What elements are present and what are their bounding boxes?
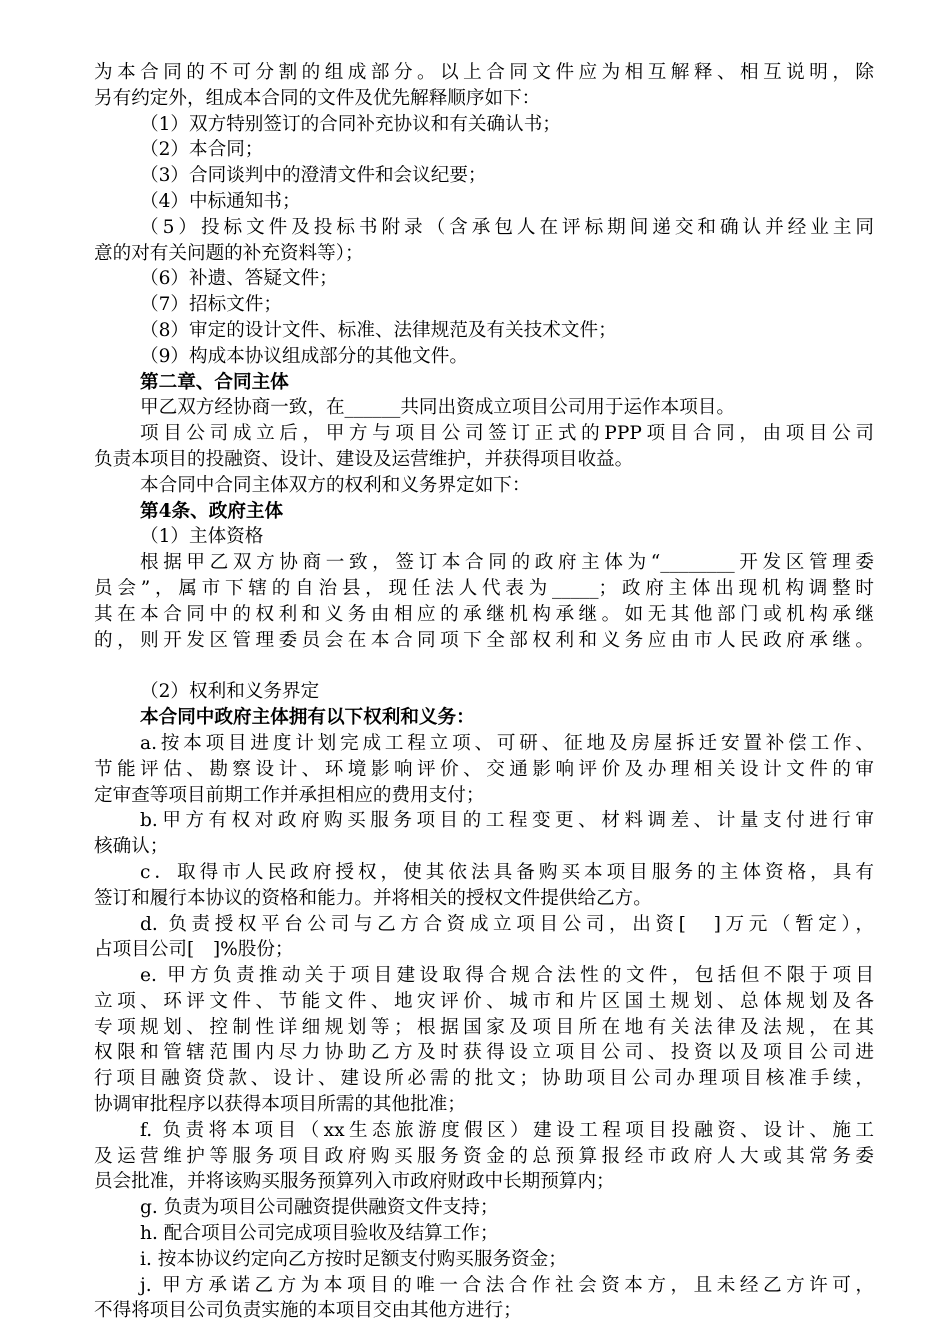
- section-heading: 第4条、政府主体: [140, 500, 284, 522]
- paragraph-line: （1）双方特别签订的合同补充协议和有关确认书；: [140, 113, 561, 135]
- paragraph-line: （4）中标通知书；: [140, 190, 301, 212]
- paragraph-line: c．取得市人民政府授权，使其依法具备购买本项目服务的主体资格，具有: [140, 861, 874, 883]
- paragraph-line: 核确认；: [94, 836, 169, 858]
- paragraph-line: d. 负责授权平台公司与乙方合资成立项目公司，出资[ ]万元（暂定），: [140, 913, 874, 935]
- paragraph-line: （8）审定的设计文件、标准、法律规范及有关技术文件；: [140, 319, 617, 341]
- paragraph-line: （5）投标文件及投标书附录（含承包人在评标期间递交和确认并经业主同: [140, 216, 874, 238]
- paragraph-line: i. 按本协议约定向乙方按时足额支付购买服务资金；: [140, 1248, 567, 1270]
- paragraph-line: h. 配合项目公司完成项目验收及结算工作；: [140, 1223, 499, 1245]
- paragraph-line: 项目公司成立后，甲方与项目公司签订正式的PPP项目合同，由项目公司: [140, 423, 874, 445]
- paragraph-line: 行项目融资贷款、设计、建设所必需的批文；协助项目公司办理项目核准手续，: [94, 1068, 874, 1090]
- paragraph-line: 负责本项目的投融资、设计、建设及运营维护，并获得项目收益。: [94, 448, 634, 470]
- paragraph-line: 甲乙双方经协商一致，在______共同出资成立项目公司用于运作本项目。: [140, 397, 736, 419]
- paragraph-line: e. 甲方负责推动关于项目建设取得合规合法性的文件，包括但不限于项目: [140, 965, 874, 987]
- paragraph-line: j. 甲方承诺乙方为本项目的唯一合法合作社会资本方，且未经乙方许可，: [140, 1274, 874, 1296]
- paragraph-line: 定审查等项目前期工作并承担相应的费用支付；: [94, 784, 485, 806]
- paragraph-line: g. 负责为项目公司融资提供融资文件支持；: [140, 1197, 499, 1219]
- paragraph-line: 的，则开发区管理委员会在本合同项下全部权利和义务应由市人民政府承继。: [94, 629, 874, 651]
- paragraph-line: （1）主体资格: [140, 526, 264, 548]
- paragraph-line: 另有约定外，组成本合同的文件及优先解释顺序如下：: [94, 87, 541, 109]
- document-page: [94, 60, 874, 1324]
- paragraph-line: 占项目公司[ ]%股份；: [94, 939, 294, 961]
- paragraph-line: a.按本项目进度计划完成工程立项、可研、征地及房屋拆迁安置补偿工作、: [140, 732, 874, 754]
- section-heading: 第二章、合同主体: [140, 371, 289, 393]
- section-heading: 本合同中政府主体拥有以下权利和义务：: [140, 707, 475, 729]
- paragraph-line: （2）本合同；: [140, 139, 264, 161]
- paragraph-line: 不得将项目公司负责实施的本项目交由其他方进行；: [94, 1300, 522, 1322]
- paragraph-line: 员会”，属市下辖的自治县，现任法人代表为_____；政府主体出现机构调整时: [94, 577, 874, 599]
- paragraph-line: 签订和履行本协议的资格和能力。并将相关的授权文件提供给乙方。: [94, 887, 652, 909]
- paragraph-line: 意的对有关问题的补充资料等）；: [94, 242, 364, 264]
- paragraph-line: b.甲方有权对政府购买服务项目的工程变更、材料调差、计量支付进行审: [140, 810, 874, 832]
- paragraph-line: f. 负责将本项目（xx生态旅游度假区）建设工程项目投融资、设计、施工: [140, 1119, 874, 1141]
- paragraph-line: 其在本合同中的权利和义务由相应的承继机构承继。如无其他部门或机构承继: [94, 603, 874, 625]
- blank-line: [94, 653, 874, 679]
- paragraph-line: 员会批准，并将该购买服务预算列入市政府财政中长期预算内；: [94, 1171, 615, 1193]
- paragraph-line: （9）构成本协议组成部分的其他文件。: [140, 345, 468, 367]
- paragraph-line: 为本合同的不可分割的组成部分。以上合同文件应为相互解释、相互说明，除: [94, 62, 874, 83]
- paragraph-line: 根据甲乙双方协商一致，签订本合同的政府主体为“________开发区管理委: [140, 552, 874, 574]
- paragraph-line: 本合同中合同主体双方的权利和义务界定如下：: [140, 474, 531, 496]
- paragraph-line: （7）招标文件；: [140, 294, 282, 316]
- paragraph-line: 权限和管辖范围内尽力协助乙方及时获得设立项目公司、投资以及项目公司进: [94, 1042, 874, 1064]
- paragraph-line: （2）权利和义务界定: [140, 681, 320, 703]
- paragraph-line: （6）补遗、答疑文件；: [140, 268, 338, 290]
- paragraph-line: 专项规划、控制性详细规划等；根据国家及项目所在地有关法律及法规，在其: [94, 1016, 874, 1038]
- paragraph-line: 节能评估、勘察设计、环境影响评价、交通影响评价及办理相关设计文件的审: [94, 758, 874, 780]
- paragraph-line: 立项、环评文件、节能文件、地灾评价、城市和片区国土规划、总体规划及各: [94, 990, 874, 1012]
- paragraph-line: 协调审批程序以获得本项目所需的其他批准；: [94, 1094, 466, 1116]
- paragraph-line: 及运营维护等服务项目政府购买服务资金的总预算报经市政府人大或其常务委: [94, 1145, 874, 1167]
- paragraph-line: （3）合同谈判中的澄清文件和会议纪要；: [140, 165, 487, 187]
